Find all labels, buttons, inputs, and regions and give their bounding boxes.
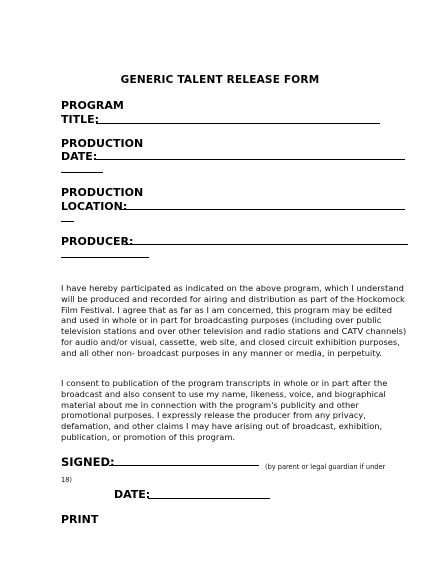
production-date-line[interactable] (94, 159, 405, 160)
release-paragraph-1-text: I have hereby participated as indicated on the above program, which I understand will be produced and recorded for airing and distribution as part of the Hockomock Film Festival. I agree that as far as I am concerned, this program may be edited and used in whole or in part for broadcasting purposes (including over public television stations and over other television and radio stations and CATV channels) for audio and/or visual, cassette, web site, and closed circuit exhibition purposes, and all other non- broadcast purposes in any manner or media, in perpetuity. (61, 283, 407, 358)
production-date-line-cont[interactable] (61, 172, 103, 173)
release-paragraph-2-text: I consent to publication of the program transcripts in whole or in part after the broadcast and also consent to use my name, likeness, voice, and biographical material about me in connection with the program's publicity and other promotional purposes. I expressly release the producer from any privacy, defamation, and other claims I may have arising out of broadcast, exhibition, publication, or promotion of this program. (61, 378, 388, 442)
production-date-label: PRODUCTION (61, 137, 144, 150)
production-location-field-label: LOCATION: (61, 200, 128, 213)
production-date-field-label: DATE: (61, 150, 98, 163)
release-paragraph-2 (61, 378, 409, 443)
form-title: GENERIC TALENT RELEASE FORM (120, 74, 320, 86)
signed-label: SIGNED: (61, 455, 115, 469)
guardian-note: (by parent or legal guardian if under (265, 463, 386, 471)
date-label: DATE: (114, 488, 151, 501)
production-location-line-cont[interactable] (61, 221, 74, 222)
release-paragraph-1 (61, 283, 409, 359)
program-title-label: TITLE: (61, 113, 100, 126)
age-note: 18) (61, 476, 72, 484)
signature-line[interactable] (109, 465, 259, 466)
print-label: PRINT (61, 513, 99, 526)
producer-line[interactable] (124, 244, 408, 245)
production-location-line[interactable] (121, 209, 405, 210)
program-title-line[interactable] (96, 123, 380, 124)
production-location-label: PRODUCTION (61, 186, 144, 199)
program-label: PROGRAM (61, 99, 124, 112)
producer-line-cont[interactable] (61, 257, 149, 258)
producer-label: PRODUCER: (61, 235, 134, 248)
date-line[interactable] (148, 498, 270, 499)
